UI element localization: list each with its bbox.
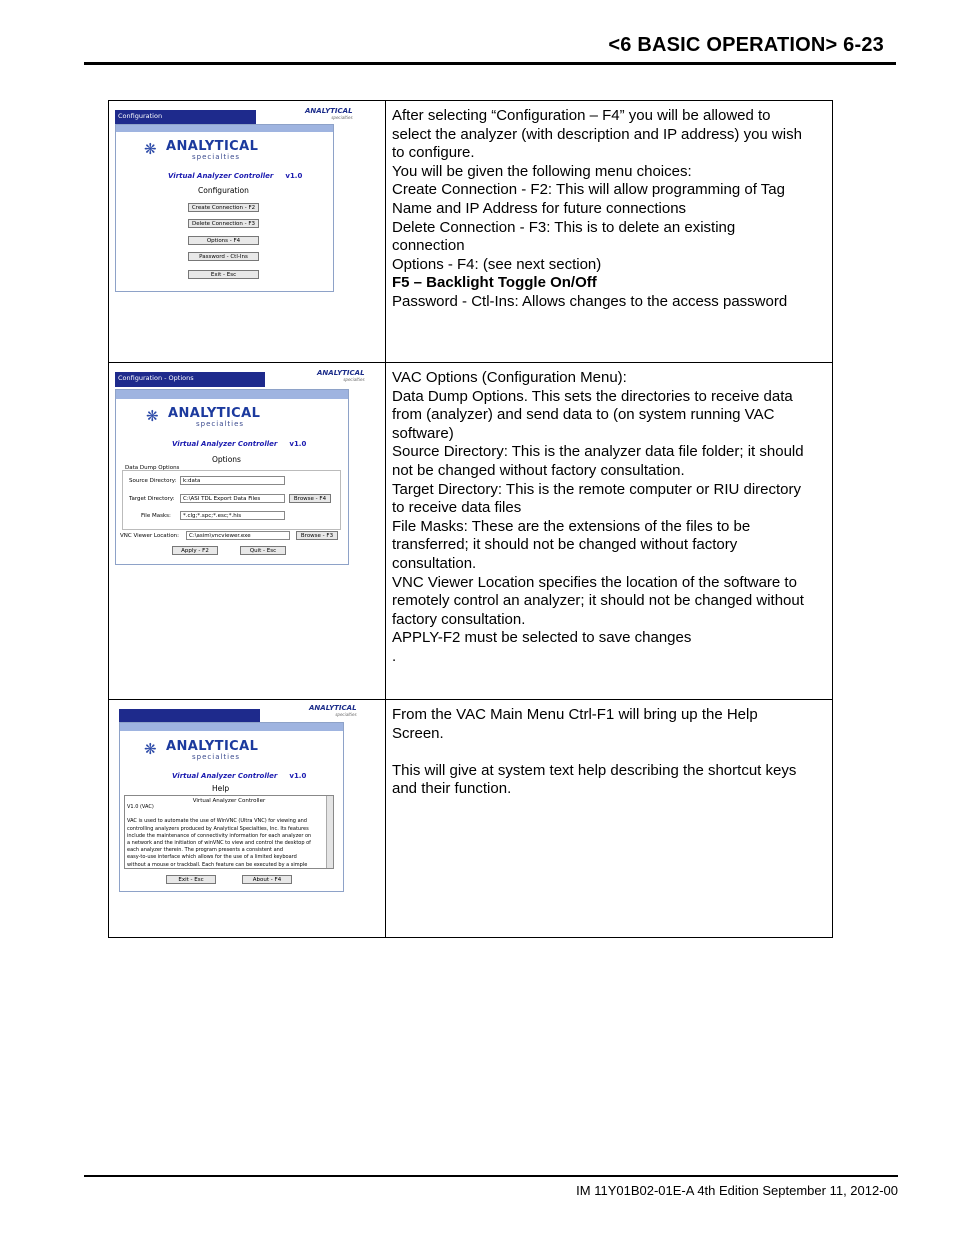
text-line: Name and IP Address for future connections (392, 199, 687, 217)
group-label: Data Dump Options (125, 465, 180, 471)
document-reference: IM 11Y01B02-01E-A 4th Edition September 11, 2012-00 (576, 1183, 898, 1198)
text-line: not be changed without factory consultation. (392, 461, 685, 479)
browse-vnc-button[interactable]: Browse - F3 (296, 531, 338, 540)
brand-mark (309, 704, 357, 717)
window-frame (115, 389, 349, 565)
app-version: v1.0 (289, 772, 307, 780)
help-scrollbar[interactable] (326, 796, 333, 868)
logo-word: ANALYTICAL (168, 406, 261, 421)
help-line: controlling analyzers produced by Analytical Specialties, Inc. Its features (127, 825, 309, 832)
text-line: . (392, 647, 397, 665)
quit-button[interactable]: Quit - Esc (240, 546, 286, 555)
description-cell (386, 101, 833, 363)
brand-sub: specialties (343, 377, 365, 382)
logo-word: ANALYTICAL (166, 739, 259, 754)
text-line: VNC Viewer Location specifies the location of the software to (392, 573, 797, 591)
table-row (109, 700, 833, 938)
text-line: select the analyzer (with description and IP address) you wish (392, 125, 802, 143)
logo-word: ANALYTICAL (166, 139, 259, 154)
vnc-viewer-label: VNC Viewer Location: (120, 533, 180, 539)
table-row (109, 101, 833, 363)
text-line: to configure. (392, 144, 475, 162)
help-line: each analyzer therein. The program presents a consistent and (127, 847, 284, 854)
brand-mark (305, 107, 353, 120)
text-line: to receive data files (392, 499, 522, 517)
logo-sub: specialties (192, 153, 241, 161)
help-line: a network and the initiation of winVNC to view and control the desktop of (127, 840, 311, 847)
text-line: consultation. (392, 554, 477, 572)
logo-icon: ❋ (144, 740, 157, 758)
logo-sub: specialties (192, 753, 241, 761)
window-menu-bar (120, 723, 343, 731)
screenshot-cell (109, 101, 386, 363)
help-line: easy-to-use interface which allows for the use of a limited keyboard (127, 854, 297, 861)
delete-connection-button[interactable]: Delete Connection - F3 (188, 219, 259, 228)
blank-line (392, 743, 826, 762)
text-line: File Masks: These are the extensions of the files to be (392, 517, 751, 535)
window-frame (119, 722, 344, 892)
source-directory-label: Source Directory: (129, 478, 177, 484)
options-screenshot (109, 363, 385, 689)
app-name (172, 440, 306, 448)
text-line: transferred; it should not be changed without factory (392, 536, 738, 554)
configuration-screenshot (109, 101, 385, 352)
text-line: Target Directory: This is the remote computer or RIU directory (392, 480, 802, 498)
file-masks-label: File Masks: (141, 513, 171, 519)
options-button[interactable]: Options - F4 (188, 236, 259, 245)
app-name (168, 172, 302, 180)
brand-name: ANALYTICAL (305, 107, 353, 115)
help-line: include the maintenance of connectivity information for each analyzer on (127, 832, 312, 839)
text-line: VAC Options (Configuration Menu): (392, 369, 627, 386)
brand-sub: specialties (331, 115, 353, 120)
instruction-table (108, 100, 833, 938)
logo-icon: ❋ (146, 407, 159, 425)
create-connection-button[interactable]: Create Connection - F2 (188, 203, 259, 212)
brand-name: ANALYTICAL (317, 369, 365, 377)
screen-name: Configuration (198, 186, 249, 195)
app-version: v1.0 (285, 172, 303, 180)
text-line: remotely control an analyzer; it should not be changed without (392, 592, 804, 610)
screen-name: Help (212, 784, 230, 793)
text-line: Options - F4: (see next section) (392, 255, 602, 273)
window-title-bar (119, 709, 260, 723)
help-exit-button[interactable]: Exit - Esc (166, 875, 216, 884)
text-line: Password - Ctl-Ins: Allows changes to the access password (392, 292, 788, 310)
help-box-title: Virtual Analyzer Controller (192, 798, 266, 804)
help-line: V1.0 (VAC) (127, 804, 154, 810)
app-version: v1.0 (289, 440, 307, 448)
page-header (84, 32, 896, 65)
password-button[interactable]: Password - Ctl-Ins (188, 252, 259, 261)
text-line: Source Directory: This is the analyzer data file folder; it should (392, 443, 804, 461)
text-line: You will be given the following menu choices: (392, 162, 692, 180)
file-masks-field[interactable]: *.clg;*.spc;*.esc;*.his (180, 511, 285, 520)
window-menu-bar (116, 390, 348, 399)
brand-name: ANALYTICAL (309, 704, 357, 712)
description-cell (386, 700, 833, 938)
source-directory-field[interactable]: k:data (180, 476, 285, 485)
text-line: software) (392, 424, 454, 442)
app-name (172, 772, 306, 780)
window-frame (115, 124, 334, 292)
text-line: from (analyzer) and send data to (on system running VAC (392, 406, 775, 424)
screenshot-cell (109, 700, 386, 938)
text-line: APPLY-F2 must be selected to save changes (392, 629, 692, 647)
text-line-bold: F5 – Backlight Toggle On/Off (392, 274, 597, 292)
text-line: factory consultation. (392, 610, 526, 628)
text-line: Screen. (392, 724, 444, 742)
brand-sub: specialties (335, 712, 357, 717)
text-line: connection (392, 237, 465, 255)
target-directory-label: Target Directory: (129, 496, 175, 502)
app-name-text: Virtual Analyzer Controller (172, 772, 278, 780)
about-button[interactable]: About - F4 (242, 875, 292, 884)
text-line: After selecting “Configuration – F4” you will be allowed to (392, 107, 771, 124)
screen-name: Options (212, 455, 241, 464)
table-row (109, 363, 833, 700)
window-title-bar: Configuration (115, 110, 256, 124)
app-name-text: Virtual Analyzer Controller (172, 440, 278, 448)
help-line: without a mouse or trackball. Each feature can be executed by a simple (127, 861, 308, 868)
browse-target-button[interactable]: Browse - F4 (289, 494, 331, 503)
logo-sub: specialties (196, 420, 245, 428)
help-text-box (124, 795, 334, 869)
text-line: Create Connection - F2: This will allow programming of Tag (392, 181, 785, 199)
text-line: and their function. (392, 780, 512, 798)
screenshot-cell (109, 363, 386, 700)
text-line: Delete Connection - F3: This is to delete an existing (392, 218, 736, 236)
help-line (125, 811, 333, 818)
help-screenshot (109, 700, 385, 927)
text-line: From the VAC Main Menu Ctrl-F1 will bring up the Help (392, 706, 758, 723)
window-menu-bar (116, 125, 333, 132)
description-cell (386, 363, 833, 700)
help-line: VAC is used to automate the use of WinVNC (Ultra VNC) for viewing and (127, 818, 307, 825)
window-title-bar: Configuration - Options (115, 372, 265, 387)
apply-button[interactable]: Apply - F2 (172, 546, 218, 555)
page-footer (84, 1175, 898, 1198)
exit-button[interactable]: Exit - Esc (188, 270, 259, 279)
app-name-text: Virtual Analyzer Controller (168, 172, 274, 180)
text-line: This will give at system text help describing the shortcut keys (392, 761, 797, 779)
text-line: Data Dump Options. This sets the directories to receive data (392, 387, 793, 405)
brand-mark (317, 369, 365, 382)
vnc-viewer-field[interactable]: C:\asim\vncviewer.exe (186, 531, 290, 540)
target-directory-field[interactable]: C:\ASI TDL Export Data Files (180, 494, 285, 503)
chapter-title: <6 BASIC OPERATION> 6-23 (608, 34, 884, 56)
logo-icon: ❋ (144, 140, 157, 158)
